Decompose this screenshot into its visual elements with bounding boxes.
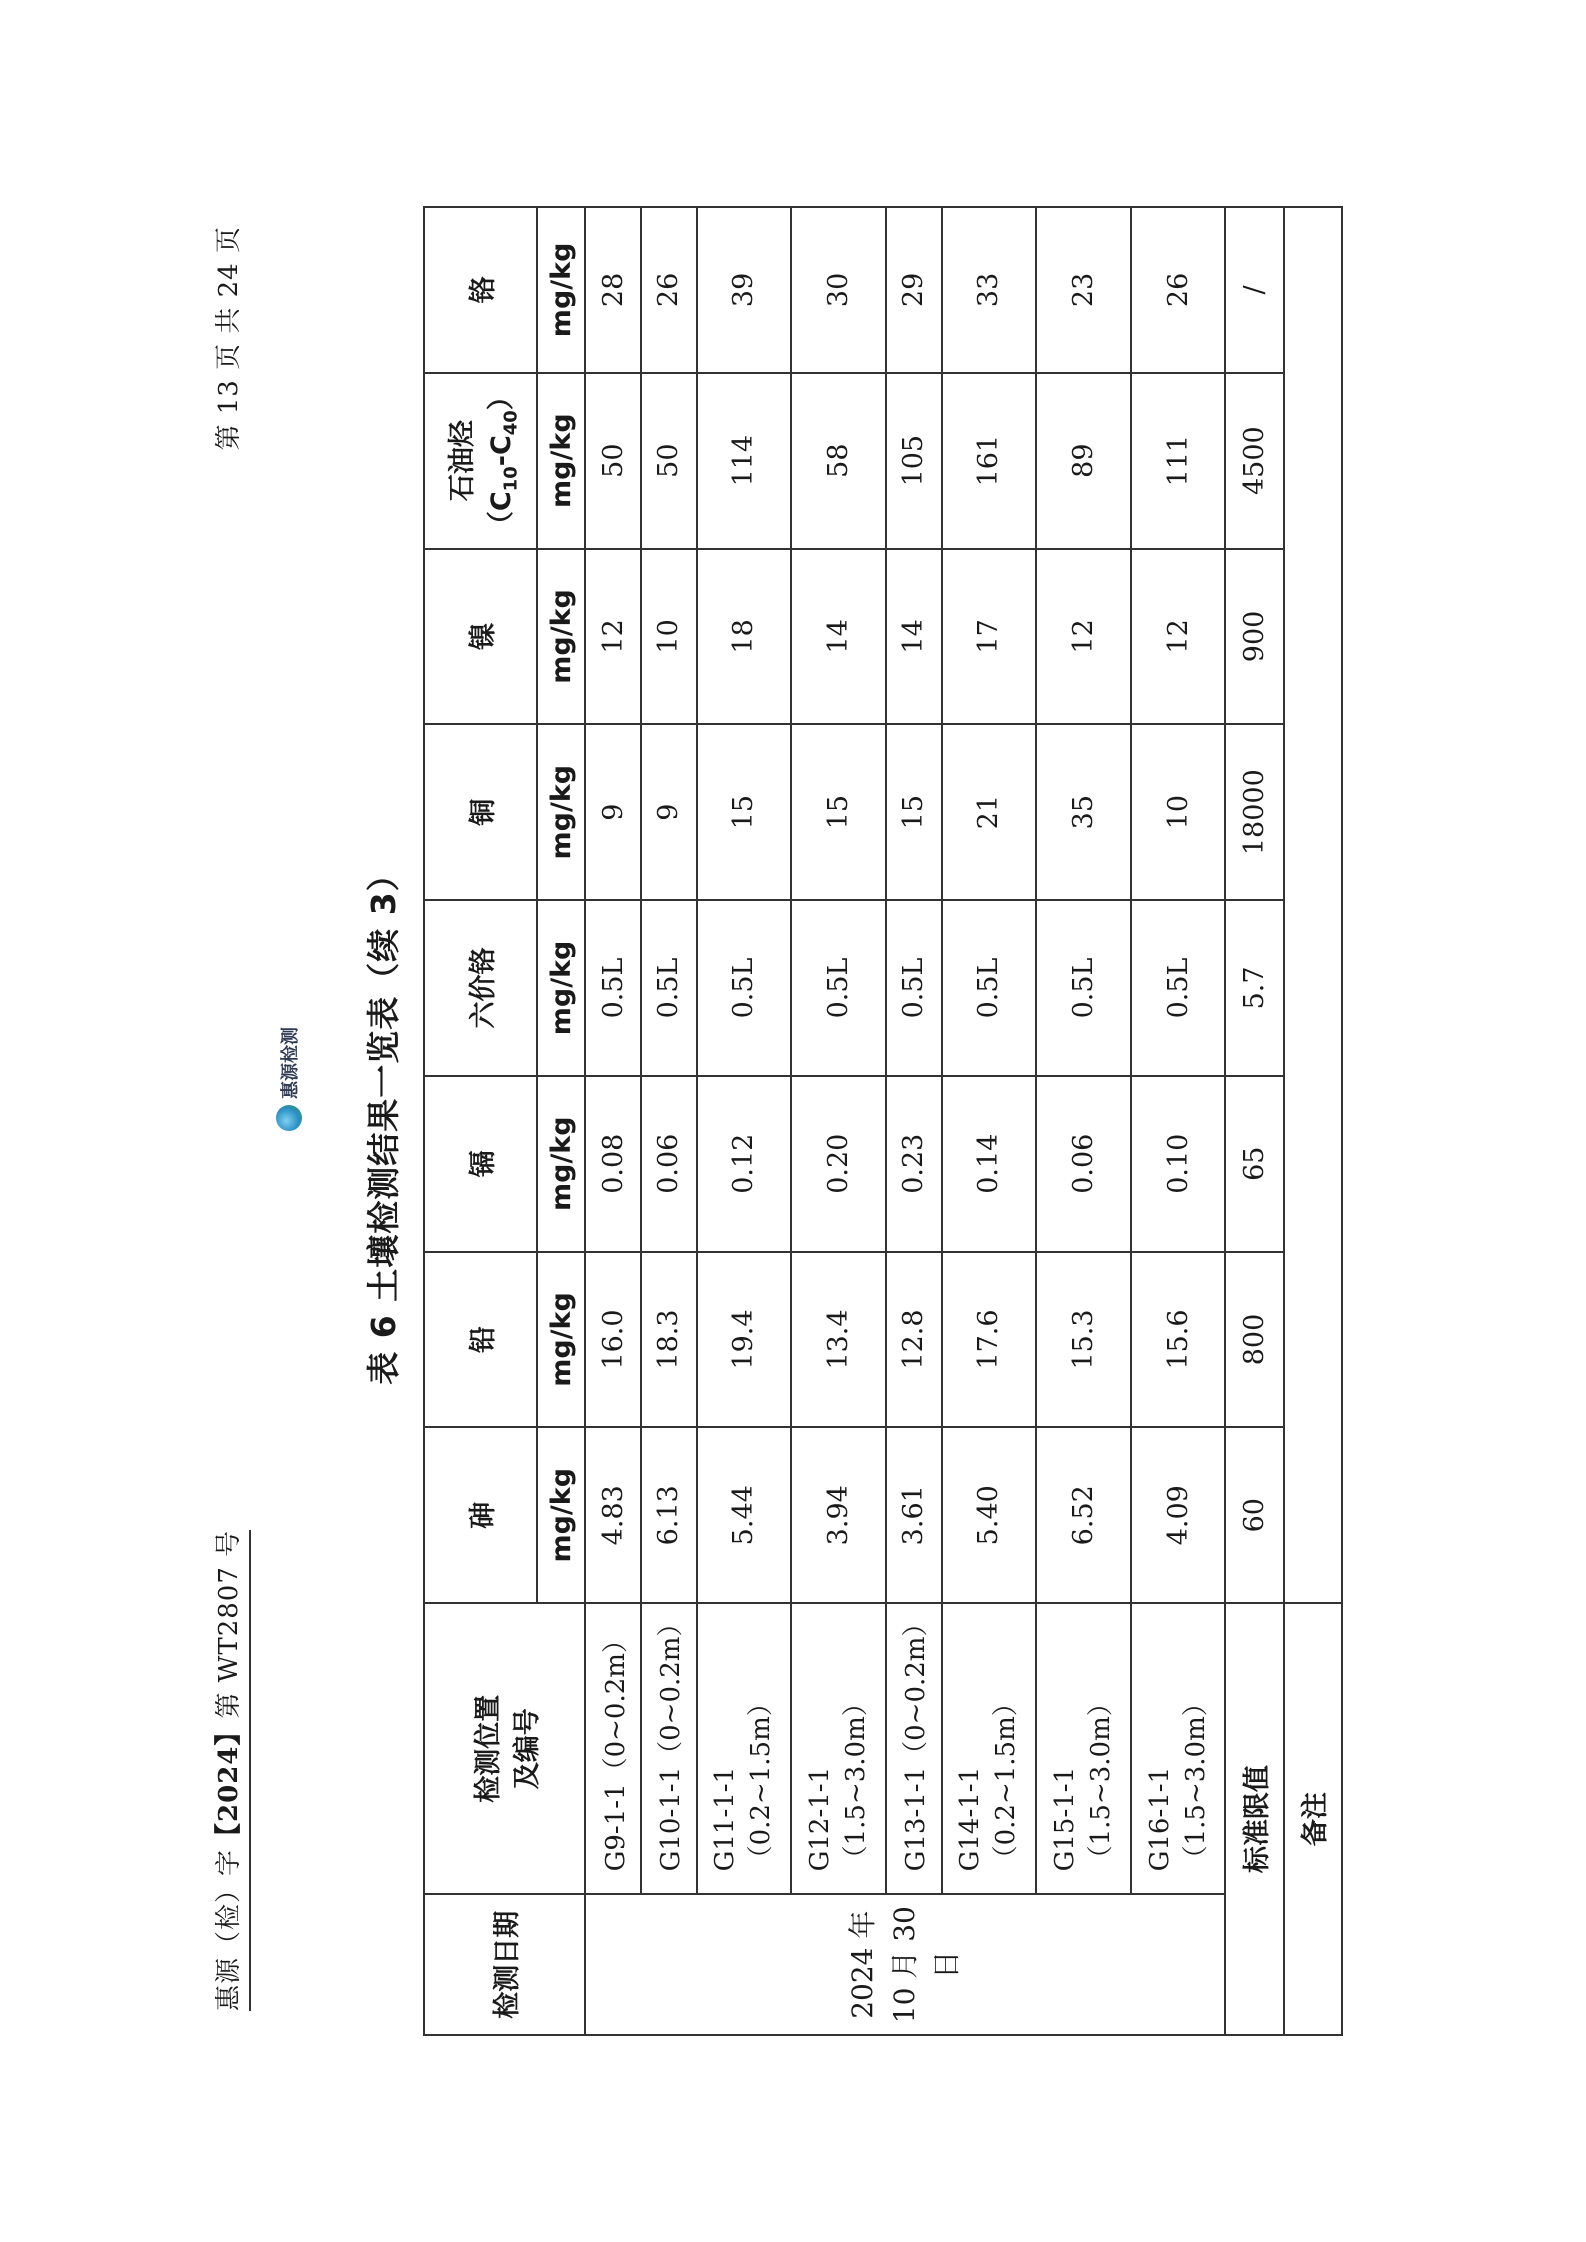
unit-cell: mg/kg	[537, 1427, 585, 1603]
unit-cell: mg/kg	[537, 1252, 585, 1428]
value-cell: 4.83	[585, 1427, 641, 1603]
col-header-date: 检测日期	[424, 1894, 585, 2035]
unit-cell: mg/kg	[537, 900, 585, 1076]
logo-text: 惠源检测	[280, 1027, 301, 1099]
value-cell: 0.20	[791, 1076, 886, 1252]
sample-point: G14-1-1（0.2~1.5m）	[942, 1603, 1037, 1894]
value-cell: 0.12	[697, 1076, 792, 1252]
unit-cell: mg/kg	[537, 207, 585, 373]
value-cell: 0.5L	[791, 900, 886, 1076]
detection-date	[585, 1894, 1225, 2035]
rotated-sheet	[148, 81, 1438, 2161]
standard-limit-label: 标准限值	[1225, 1603, 1283, 2035]
value-cell: 0.5L	[585, 900, 641, 1076]
value-cell: 16.0	[585, 1252, 641, 1428]
value-cell: 17	[942, 549, 1037, 725]
value-cell: 13.4	[791, 1252, 886, 1428]
value-cell: 33	[942, 207, 1037, 373]
value-cell: 0.06	[641, 1076, 697, 1252]
value-cell: 17.6	[942, 1252, 1037, 1428]
value-cell: 105	[886, 373, 942, 549]
col-header-petroleum-hydrocarbons	[424, 373, 537, 549]
report-no: 第 WT2807 号	[214, 1529, 244, 1719]
report-year: 【2024】	[214, 1718, 244, 1849]
sample-point: G11-1-1（0.2~1.5m）	[697, 1603, 792, 1894]
value-cell: 111	[1131, 373, 1226, 549]
value-cell: 6.13	[641, 1427, 697, 1603]
value-cell: 29	[886, 207, 942, 373]
sample-point: G9-1-1（0~0.2m）	[585, 1603, 641, 1894]
sample-point: G13-1-1（0~0.2m）	[886, 1603, 942, 1894]
value-cell: 26	[641, 207, 697, 373]
value-cell: 12	[585, 549, 641, 725]
col-header-nickel: 镍	[424, 549, 537, 725]
value-cell: 3.61	[886, 1427, 942, 1603]
logo-icon	[276, 1105, 302, 1131]
sample-point: G15-1-1（1.5~3.0m）	[1036, 1603, 1131, 1894]
col-header-copper: 铜	[424, 724, 537, 900]
value-cell: 50	[641, 373, 697, 549]
table-row	[641, 207, 697, 2035]
table-caption: 表 6 土壤检测结果一览表（续 3）	[364, 857, 403, 1385]
table-row	[886, 207, 942, 2035]
report-prefix: 惠源（检）字	[214, 1848, 244, 2011]
table-row	[942, 207, 1037, 2035]
value-cell: 35	[1036, 724, 1131, 900]
value-cell: 12	[1131, 549, 1226, 725]
value-cell: 15	[886, 724, 942, 900]
col-header-point-line2: 及编号	[511, 1708, 543, 1790]
col-header-lead: 铅	[424, 1252, 537, 1428]
value-cell: 23	[1036, 207, 1131, 373]
sample-point: G12-1-1（1.5~3.0m）	[791, 1603, 886, 1894]
value-cell: 58	[791, 373, 886, 549]
limit-cell: 65	[1225, 1076, 1283, 1252]
value-cell: 10	[1131, 724, 1226, 900]
value-cell: 26	[1131, 207, 1226, 373]
value-cell: 12	[1036, 549, 1131, 725]
remarks-row	[1284, 207, 1342, 2035]
value-cell: 0.08	[585, 1076, 641, 1252]
date-line1: 2024 年	[846, 1910, 880, 2019]
value-cell: 161	[942, 373, 1037, 549]
report-number	[208, 1530, 251, 2011]
unit-cell: mg/kg	[537, 1076, 585, 1252]
remarks-value	[1284, 207, 1342, 1603]
value-cell: 19.4	[697, 1252, 792, 1428]
value-cell: 15	[791, 724, 886, 900]
standard-limit-row	[1225, 207, 1283, 2035]
value-cell: 5.40	[942, 1427, 1037, 1603]
value-cell: 12.8	[886, 1252, 942, 1428]
value-cell: 28	[585, 207, 641, 373]
petroleum-line1: 石油烃	[446, 420, 478, 502]
limit-cell: 18000	[1225, 724, 1283, 900]
value-cell: 21	[942, 724, 1037, 900]
value-cell: 39	[697, 207, 792, 373]
col-header-point	[424, 1603, 585, 1894]
value-cell: 0.5L	[641, 900, 697, 1076]
value-cell: 10	[641, 549, 697, 725]
remarks-label: 备注	[1284, 1603, 1342, 2035]
value-cell: 0.5L	[942, 900, 1037, 1076]
value-cell: 0.5L	[1131, 900, 1226, 1076]
date-line2: 10 月 30 日	[888, 1906, 964, 2024]
unit-cell: mg/kg	[537, 549, 585, 725]
unit-cell: mg/kg	[537, 724, 585, 900]
page-info: 第 13 页 共 24 页	[214, 226, 244, 451]
sample-point: G16-1-1（1.5~3.0m）	[1131, 1603, 1226, 1894]
value-cell: 4.09	[1131, 1427, 1226, 1603]
table-row	[697, 207, 792, 2035]
value-cell: 14	[886, 549, 942, 725]
value-cell: 0.14	[942, 1076, 1037, 1252]
value-cell: 0.23	[886, 1076, 942, 1252]
col-header-chromium: 铬	[424, 207, 537, 373]
limit-cell: /	[1225, 207, 1283, 373]
value-cell: 18	[697, 549, 792, 725]
petroleum-line2: $(C_{10}-C_{40})$	[485, 383, 522, 539]
header-row	[424, 207, 537, 2035]
value-cell: 9	[585, 724, 641, 900]
sample-point: G10-1-1（0~0.2m）	[641, 1603, 697, 1894]
value-cell: 15.6	[1131, 1252, 1226, 1428]
col-header-chromium-vi: 六价铬	[424, 900, 537, 1076]
value-cell: 14	[791, 549, 886, 725]
value-cell: 0.5L	[1036, 900, 1131, 1076]
limit-cell: 800	[1225, 1252, 1283, 1428]
value-cell: 89	[1036, 373, 1131, 549]
col-header-arsenic: 砷	[424, 1427, 537, 1603]
limit-cell: 5.7	[1225, 900, 1283, 1076]
value-cell: 0.5L	[697, 900, 792, 1076]
value-cell: 9	[641, 724, 697, 900]
company-logo	[276, 1027, 302, 1131]
limit-cell: 900	[1225, 549, 1283, 725]
value-cell: 5.44	[697, 1427, 792, 1603]
table-row	[791, 207, 886, 2035]
value-cell: 15.3	[1036, 1252, 1131, 1428]
value-cell: 0.5L	[886, 900, 942, 1076]
value-cell: 15	[697, 724, 792, 900]
table-row	[1131, 207, 1226, 2035]
soil-results-table	[423, 206, 1343, 2036]
value-cell: 0.10	[1131, 1076, 1226, 1252]
col-header-cadmium: 镉	[424, 1076, 537, 1252]
value-cell: 18.3	[641, 1252, 697, 1428]
value-cell: 114	[697, 373, 792, 549]
value-cell: 3.94	[791, 1427, 886, 1603]
value-cell: 30	[791, 207, 886, 373]
value-cell: 0.06	[1036, 1076, 1131, 1252]
value-cell: 6.52	[1036, 1427, 1131, 1603]
col-header-point-line1: 检测位置	[472, 1694, 504, 1803]
unit-cell: mg/kg	[537, 373, 585, 549]
limit-cell: 4500	[1225, 373, 1283, 549]
limit-cell: 60	[1225, 1427, 1283, 1603]
table-row	[1036, 207, 1131, 2035]
value-cell: 50	[585, 373, 641, 549]
table-row	[585, 207, 641, 2035]
